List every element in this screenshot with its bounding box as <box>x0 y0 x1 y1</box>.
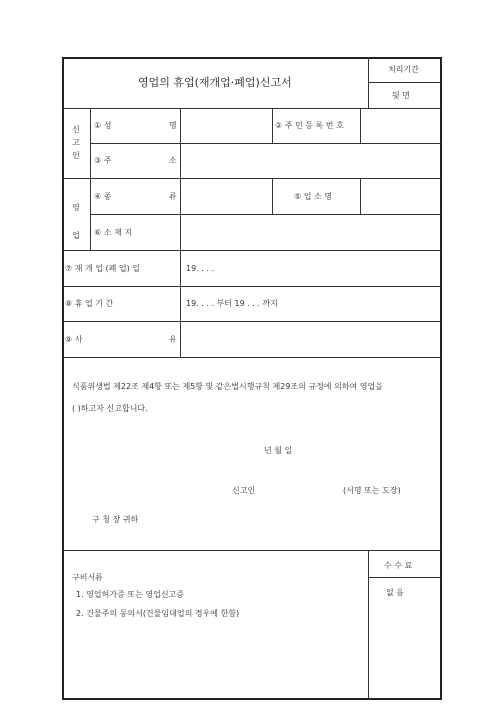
business-group-label: 영 업 <box>72 203 80 240</box>
line <box>368 577 442 578</box>
address-label-end: 소 <box>169 156 177 165</box>
office-name-label: ⑤ 업 소 명 <box>294 192 332 201</box>
border-right <box>440 57 442 700</box>
date-line: 년 월 일 <box>264 446 293 455</box>
processing-period-value: 뒷 면 <box>392 91 410 100</box>
attachment-item-2: 2. 건물주의 동의서(건물임대업의 경우에 한함) <box>76 609 240 618</box>
signer-label: 신고인 <box>232 486 256 495</box>
name-label-end: 명 <box>169 121 177 130</box>
line <box>180 108 181 250</box>
line <box>180 250 181 357</box>
id-number-label: ② 주 민 등 록 번 호 <box>275 121 344 130</box>
border-left <box>62 57 64 700</box>
line <box>62 286 442 287</box>
line <box>62 357 442 358</box>
line <box>360 108 361 143</box>
report-form <box>62 57 442 700</box>
line <box>62 178 442 179</box>
address-label: ③ 주 <box>94 156 112 165</box>
form-title: 영업의 휴업(재개업·폐업)신고서 <box>138 76 292 89</box>
attachments-title: 구비서류 <box>72 573 103 582</box>
line <box>90 214 442 215</box>
line <box>272 108 273 143</box>
line <box>62 250 442 251</box>
line <box>62 108 442 109</box>
line <box>62 321 442 322</box>
applicant-group-label: 신 고 인 <box>72 125 80 160</box>
line <box>62 550 442 551</box>
closure-period-value: 19. . . . 부터 19 . . . 까지 <box>186 299 278 308</box>
line <box>368 82 442 83</box>
statement-line-1: 식품위생법 제22조 제4항 또는 제5항 및 같은법시행규칙 제29조의 규정에 의하여 영업을 <box>72 382 383 391</box>
border-top <box>62 57 442 59</box>
business-type-label: ④ 종 <box>94 192 112 201</box>
statement-line-2: ( )하고자 신고합니다. <box>72 404 148 413</box>
recipient: 구 청 장 귀하 <box>92 515 139 524</box>
processing-period-label: 처리기간 <box>388 65 419 74</box>
signature-hint: (서명 또는 도장) <box>343 486 401 495</box>
fee-label: 수 수 료 <box>384 561 413 570</box>
business-type-label-end: 류 <box>169 192 177 201</box>
name-label: ① 성 <box>94 121 112 130</box>
reopen-date-label: ⑦ 재 개 업 (폐 업) 일 <box>65 264 141 273</box>
reopen-date-value: 19. . . . <box>186 264 214 273</box>
reason-label-end: 유 <box>169 335 177 344</box>
line <box>90 108 91 250</box>
fee-value: 없 음 <box>386 588 404 597</box>
line <box>368 57 369 108</box>
line <box>90 143 442 144</box>
closure-period-label: ⑧ 휴 업 기 간 <box>65 299 114 308</box>
line <box>272 178 273 214</box>
border-bottom <box>62 698 442 700</box>
reason-label: ⑨ 사 <box>65 335 83 344</box>
location-label: ⑥ 소 재 지 <box>94 228 132 237</box>
attachment-item-1: 1. 영업허가증 또는 영업신고증 <box>76 590 184 599</box>
line <box>368 550 369 700</box>
line <box>360 178 361 214</box>
